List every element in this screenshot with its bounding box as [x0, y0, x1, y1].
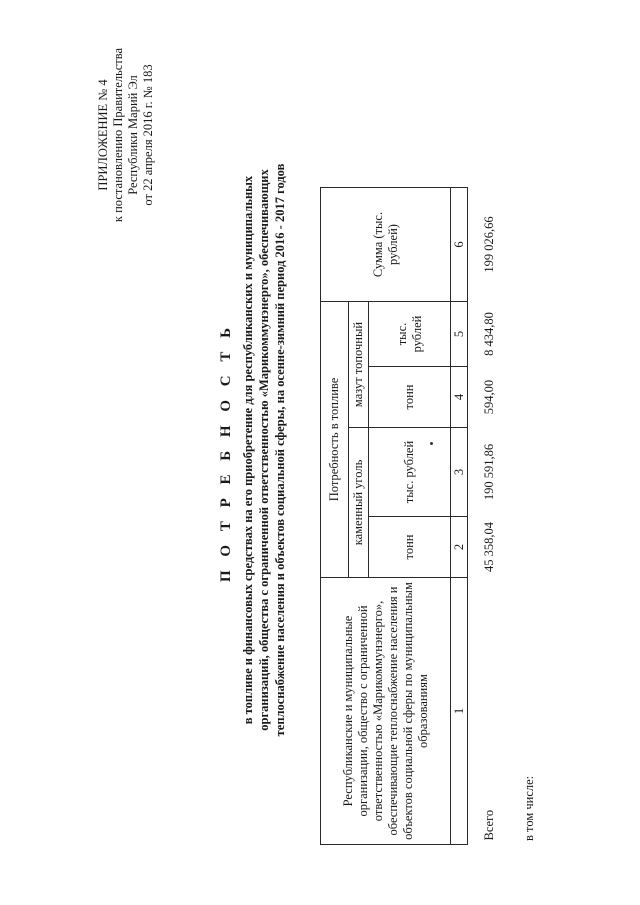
column-number: 3	[451, 428, 468, 517]
appendix-number: ПРИЛОЖЕНИЕ № 4	[96, 79, 110, 191]
column-number: 2	[451, 517, 468, 578]
total-oil-rub: 8 434,80	[481, 312, 496, 356]
column-number: 1	[451, 578, 468, 845]
scan-speck	[430, 442, 433, 445]
document-subtitle	[240, 145, 288, 755]
appendix-reference: к постановлению Правительства	[111, 47, 125, 223]
unit-oil-rub: тыс. рублей	[369, 302, 451, 367]
fuel-need-table	[320, 187, 504, 845]
header-coal: каменный уголь	[349, 428, 369, 578]
unit-coal-tons: тонн	[369, 517, 451, 578]
total-row	[468, 188, 505, 845]
unit-oil-tons: тонн	[369, 367, 451, 428]
header-organizations: Республиканские и муниципальные организации, общество с ограниченной ответственностью «Марикоммунэнерго», обеспечивающие теплоснабжение населения и объектов социальной сферы по муниципальным образованиям	[321, 578, 451, 845]
header-sum: Сумма (тыс. рублей)	[321, 188, 451, 302]
subtitle-line-1: в топливе и финансовых средствах на его приобретение для республиканских и муниципальных	[241, 175, 255, 725]
total-sum: 199 026,66	[481, 216, 496, 273]
including-label: в том числе:	[522, 775, 536, 841]
header-fuel-oil: мазут топочный	[349, 302, 369, 428]
column-number: 5	[451, 302, 468, 367]
subtitle-line-3: теплоснабжение населения и объектов социальной сферы, на осенне-зимний период 2016 - 2017 годов	[273, 163, 287, 737]
subtitle-line-2: организаций, общества с ограниченной ответственностью «Марикоммунэнерго», обеспечивающих	[257, 169, 271, 731]
document-title: П О Т Р Е Б Н О С Т Ь	[218, 323, 234, 583]
appendix-date: от 22 апреля 2016 г. № 183	[141, 64, 155, 206]
column-number: 6	[451, 188, 468, 302]
total-coal-rub: 190 591,86	[481, 443, 496, 501]
column-numbers-row	[451, 188, 468, 845]
header-fuel-need: Потребность в топливе	[321, 302, 349, 578]
appendix-header	[96, 20, 156, 250]
total-label: Всего	[481, 809, 496, 841]
appendix-republic: Республики Марий Эл	[126, 75, 140, 195]
column-number: 4	[451, 367, 468, 428]
total-oil-tons: 594,00	[481, 379, 496, 415]
unit-coal-rub: тыс. рублей	[369, 428, 451, 517]
total-coal-tons: 45 358,04	[481, 522, 496, 572]
